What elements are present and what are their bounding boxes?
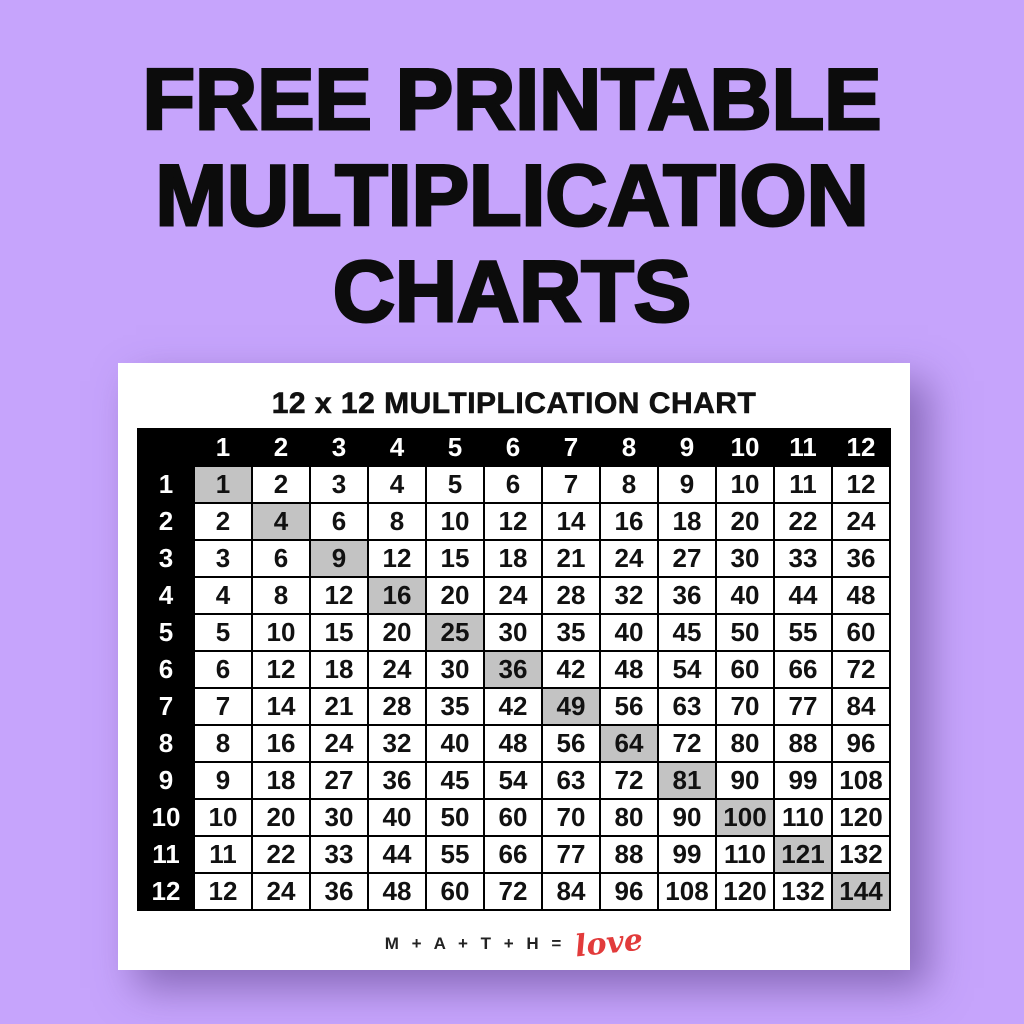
product-cell: 48 [368, 873, 426, 910]
product-cell-highlighted: 36 [484, 651, 542, 688]
multiplication-table [137, 428, 891, 911]
product-cell: 2 [194, 503, 252, 540]
column-header-cell: 5 [426, 429, 484, 466]
product-cell-highlighted: 1 [194, 466, 252, 503]
row-header-cell: 12 [138, 873, 194, 910]
product-cell: 7 [542, 466, 600, 503]
product-cell: 55 [426, 836, 484, 873]
product-cell: 60 [484, 799, 542, 836]
product-cell: 77 [542, 836, 600, 873]
product-cell: 63 [658, 688, 716, 725]
product-cell: 88 [774, 725, 832, 762]
product-cell: 14 [252, 688, 310, 725]
product-cell: 14 [542, 503, 600, 540]
product-cell-highlighted: 16 [368, 577, 426, 614]
table-row [138, 688, 890, 725]
product-cell: 32 [600, 577, 658, 614]
product-cell: 40 [368, 799, 426, 836]
product-cell: 10 [426, 503, 484, 540]
column-header-cell: 1 [194, 429, 252, 466]
row-header-cell: 8 [138, 725, 194, 762]
table-row [138, 799, 890, 836]
product-cell: 88 [600, 836, 658, 873]
product-cell: 24 [832, 503, 890, 540]
product-cell: 40 [716, 577, 774, 614]
product-cell: 10 [194, 799, 252, 836]
product-cell: 55 [774, 614, 832, 651]
product-cell: 110 [716, 836, 774, 873]
product-cell: 4 [194, 577, 252, 614]
column-header-cell: 2 [252, 429, 310, 466]
product-cell: 36 [368, 762, 426, 799]
product-cell: 108 [658, 873, 716, 910]
table-row [138, 762, 890, 799]
product-cell: 22 [252, 836, 310, 873]
poster-title [0, 52, 1024, 340]
product-cell: 99 [658, 836, 716, 873]
title-line-2: MULTIPLICATION [155, 148, 869, 244]
product-cell: 33 [774, 540, 832, 577]
product-cell: 56 [600, 688, 658, 725]
product-cell: 108 [832, 762, 890, 799]
product-cell-highlighted: 144 [832, 873, 890, 910]
product-cell-highlighted: 81 [658, 762, 716, 799]
table-row [138, 466, 890, 503]
product-cell: 36 [832, 540, 890, 577]
product-cell: 12 [832, 466, 890, 503]
product-cell: 84 [542, 873, 600, 910]
product-cell: 2 [252, 466, 310, 503]
row-header-cell: 3 [138, 540, 194, 577]
column-header-cell: 11 [774, 429, 832, 466]
product-cell: 42 [484, 688, 542, 725]
product-cell: 20 [426, 577, 484, 614]
product-cell: 6 [484, 466, 542, 503]
product-cell: 33 [310, 836, 368, 873]
product-cell: 44 [368, 836, 426, 873]
product-cell: 44 [774, 577, 832, 614]
product-cell: 45 [658, 614, 716, 651]
product-cell: 30 [716, 540, 774, 577]
row-header-cell: 10 [138, 799, 194, 836]
product-cell: 132 [774, 873, 832, 910]
product-cell: 12 [252, 651, 310, 688]
row-header-cell: 2 [138, 503, 194, 540]
product-cell: 11 [774, 466, 832, 503]
table-row [138, 614, 890, 651]
product-cell: 90 [716, 762, 774, 799]
row-header-cell: 7 [138, 688, 194, 725]
column-header-cell: 12 [832, 429, 890, 466]
row-header-cell: 11 [138, 836, 194, 873]
product-cell-highlighted: 4 [252, 503, 310, 540]
product-cell: 110 [774, 799, 832, 836]
product-cell: 15 [426, 540, 484, 577]
product-cell: 10 [252, 614, 310, 651]
product-cell: 36 [310, 873, 368, 910]
product-cell: 60 [716, 651, 774, 688]
product-cell-highlighted: 100 [716, 799, 774, 836]
product-cell: 12 [484, 503, 542, 540]
product-cell: 48 [600, 651, 658, 688]
product-cell: 72 [658, 725, 716, 762]
product-cell: 11 [194, 836, 252, 873]
product-cell: 8 [252, 577, 310, 614]
product-cell: 48 [484, 725, 542, 762]
product-cell: 5 [426, 466, 484, 503]
product-cell: 21 [310, 688, 368, 725]
product-cell: 84 [832, 688, 890, 725]
product-cell: 40 [426, 725, 484, 762]
product-cell: 80 [600, 799, 658, 836]
column-header-cell: 8 [600, 429, 658, 466]
product-cell: 50 [716, 614, 774, 651]
product-cell: 12 [194, 873, 252, 910]
product-cell: 15 [310, 614, 368, 651]
product-cell: 4 [368, 466, 426, 503]
product-cell: 9 [658, 466, 716, 503]
product-cell: 24 [368, 651, 426, 688]
product-cell: 18 [658, 503, 716, 540]
corner-cell [138, 429, 194, 466]
product-cell: 20 [716, 503, 774, 540]
product-cell: 20 [368, 614, 426, 651]
product-cell: 72 [832, 651, 890, 688]
product-cell: 24 [600, 540, 658, 577]
product-cell: 70 [716, 688, 774, 725]
product-cell: 120 [716, 873, 774, 910]
row-header-cell: 6 [138, 651, 194, 688]
product-cell: 77 [774, 688, 832, 725]
card-heading: 12 x 12 MULTIPLICATION CHART [271, 387, 757, 420]
product-cell: 28 [542, 577, 600, 614]
product-cell: 36 [658, 577, 716, 614]
product-cell: 10 [716, 466, 774, 503]
product-cell: 35 [426, 688, 484, 725]
product-cell-highlighted: 9 [310, 540, 368, 577]
product-cell-highlighted: 121 [774, 836, 832, 873]
column-header-cell: 10 [716, 429, 774, 466]
product-cell: 24 [310, 725, 368, 762]
equation-text: M + A + T + H = [384, 934, 566, 953]
column-header-cell: 7 [542, 429, 600, 466]
table-row [138, 540, 890, 577]
table-row [138, 836, 890, 873]
product-cell: 12 [368, 540, 426, 577]
product-cell: 24 [252, 873, 310, 910]
table-row [138, 503, 890, 540]
table-row [138, 725, 890, 762]
product-cell: 3 [310, 466, 368, 503]
product-cell: 3 [194, 540, 252, 577]
product-cell: 54 [658, 651, 716, 688]
product-cell: 72 [600, 762, 658, 799]
product-cell: 7 [194, 688, 252, 725]
row-header-cell: 1 [138, 466, 194, 503]
product-cell: 28 [368, 688, 426, 725]
table-row [138, 873, 890, 910]
product-cell: 6 [310, 503, 368, 540]
product-cell: 8 [600, 466, 658, 503]
card-footer [118, 922, 910, 965]
product-cell: 80 [716, 725, 774, 762]
product-cell: 40 [600, 614, 658, 651]
product-cell: 16 [600, 503, 658, 540]
product-cell: 50 [426, 799, 484, 836]
love-script-logo: love [573, 922, 645, 965]
product-cell: 9 [194, 762, 252, 799]
product-cell: 45 [426, 762, 484, 799]
product-cell: 30 [484, 614, 542, 651]
title-line-3: CHARTS [332, 244, 692, 340]
product-cell: 90 [658, 799, 716, 836]
product-cell: 18 [484, 540, 542, 577]
product-cell: 120 [832, 799, 890, 836]
column-header-cell: 4 [368, 429, 426, 466]
product-cell: 70 [542, 799, 600, 836]
product-cell: 48 [832, 577, 890, 614]
product-cell: 60 [426, 873, 484, 910]
table-body [138, 466, 890, 910]
product-cell-highlighted: 25 [426, 614, 484, 651]
product-cell: 54 [484, 762, 542, 799]
product-cell: 63 [542, 762, 600, 799]
product-cell-highlighted: 49 [542, 688, 600, 725]
product-cell: 24 [484, 577, 542, 614]
product-cell: 42 [542, 651, 600, 688]
row-header-cell: 5 [138, 614, 194, 651]
product-cell: 66 [484, 836, 542, 873]
table-row [138, 651, 890, 688]
product-cell-highlighted: 64 [600, 725, 658, 762]
product-cell: 72 [484, 873, 542, 910]
column-header-cell: 3 [310, 429, 368, 466]
product-cell: 21 [542, 540, 600, 577]
product-cell: 56 [542, 725, 600, 762]
table-row [138, 577, 890, 614]
chart-card [118, 363, 910, 970]
product-cell: 20 [252, 799, 310, 836]
product-cell: 30 [310, 799, 368, 836]
product-cell: 30 [426, 651, 484, 688]
product-cell: 18 [310, 651, 368, 688]
product-cell: 27 [658, 540, 716, 577]
product-cell: 60 [832, 614, 890, 651]
title-line-1: FREE PRINTABLE [142, 52, 882, 148]
product-cell: 6 [252, 540, 310, 577]
product-cell: 99 [774, 762, 832, 799]
row-header-cell: 9 [138, 762, 194, 799]
column-header-cell: 9 [658, 429, 716, 466]
row-header-cell: 4 [138, 577, 194, 614]
product-cell: 35 [542, 614, 600, 651]
product-cell: 132 [832, 836, 890, 873]
product-cell: 16 [252, 725, 310, 762]
column-header-cell: 6 [484, 429, 542, 466]
product-cell: 27 [310, 762, 368, 799]
product-cell: 96 [832, 725, 890, 762]
product-cell: 8 [194, 725, 252, 762]
product-cell: 96 [600, 873, 658, 910]
product-cell: 18 [252, 762, 310, 799]
product-cell: 12 [310, 577, 368, 614]
product-cell: 6 [194, 651, 252, 688]
product-cell: 22 [774, 503, 832, 540]
table-header-row [138, 429, 890, 466]
product-cell: 5 [194, 614, 252, 651]
product-cell: 32 [368, 725, 426, 762]
product-cell: 8 [368, 503, 426, 540]
product-cell: 66 [774, 651, 832, 688]
